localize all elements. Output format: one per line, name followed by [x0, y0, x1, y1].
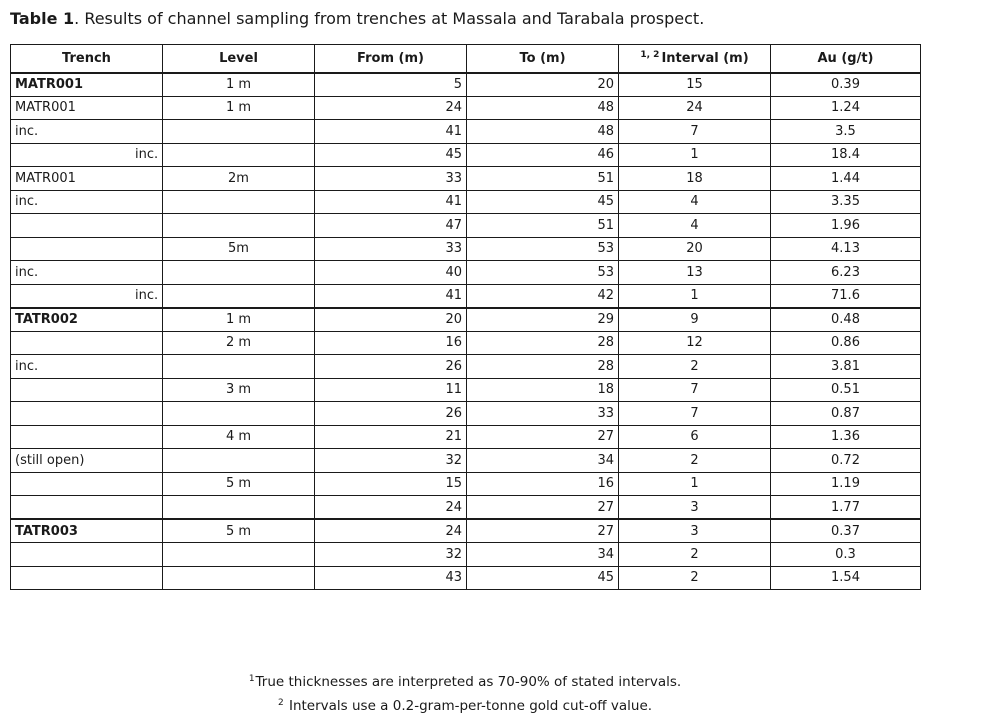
cell-au: 3.81 [771, 355, 921, 379]
cell-to: 28 [467, 355, 619, 379]
table-row [11, 472, 921, 496]
cell-trench [11, 284, 163, 308]
cell-to: 51 [467, 167, 619, 191]
cell-to: 46 [467, 143, 619, 167]
cell-au: 1.44 [771, 167, 921, 191]
cell-au: 0.3 [771, 543, 921, 567]
footnote-2 [0, 693, 930, 717]
cell-au: 1.19 [771, 472, 921, 496]
cell-trench [11, 73, 163, 97]
cell-interval: 20 [619, 237, 771, 261]
header-interval [619, 45, 771, 73]
cell-trench-text: MATR001 [15, 100, 76, 116]
cell-level [163, 449, 315, 473]
cell-trench [11, 472, 163, 496]
cell-to: 53 [467, 261, 619, 285]
cell-level: 1 m [163, 73, 315, 97]
cell-au: 4.13 [771, 237, 921, 261]
table-caption [10, 9, 704, 29]
cell-level [163, 261, 315, 285]
footnotes [0, 669, 930, 717]
cell-level [163, 120, 315, 144]
cell-from: 15 [315, 472, 467, 496]
table-row [11, 261, 921, 285]
cell-level [163, 355, 315, 379]
cell-au: 3.35 [771, 190, 921, 214]
cell-level: 1 m [163, 308, 315, 332]
cell-to: 33 [467, 402, 619, 426]
cell-interval: 7 [619, 402, 771, 426]
cell-interval: 24 [619, 96, 771, 120]
cell-from: 47 [315, 214, 467, 238]
table-header-row [11, 45, 921, 73]
cell-trench [11, 496, 163, 520]
cell-from: 32 [315, 449, 467, 473]
cell-from: 21 [315, 425, 467, 449]
cell-to: 48 [467, 96, 619, 120]
cell-trench [11, 308, 163, 332]
cell-trench [11, 449, 163, 473]
cell-to: 51 [467, 214, 619, 238]
cell-trench-text: (still open) [15, 452, 85, 468]
table-row [11, 167, 921, 191]
cell-au: 71.6 [771, 284, 921, 308]
cell-trench [11, 543, 163, 567]
cell-to: 34 [467, 449, 619, 473]
table-row [11, 237, 921, 261]
cell-level: 5 m [163, 519, 315, 543]
cell-trench-text: TATR002 [15, 312, 78, 327]
cell-trench [11, 237, 163, 261]
footnote-1-text: True thicknesses are interpreted as 70-90% of stated intervals. [255, 674, 682, 690]
cell-to: 45 [467, 190, 619, 214]
cell-from: 41 [315, 120, 467, 144]
table-row [11, 402, 921, 426]
cell-to: 53 [467, 237, 619, 261]
cell-interval: 1 [619, 472, 771, 496]
cell-interval: 7 [619, 378, 771, 402]
cell-trench-text: TATR003 [15, 523, 78, 539]
cell-trench-text: MATR001 [15, 170, 76, 186]
cell-trench-text: inc. [15, 194, 39, 210]
cell-au: 0.86 [771, 331, 921, 355]
table-row [11, 355, 921, 379]
cell-from: 24 [315, 519, 467, 543]
table-row [11, 120, 921, 144]
table-row [11, 496, 921, 520]
cell-au: 0.39 [771, 73, 921, 97]
cell-trench [11, 425, 163, 449]
cell-to: 45 [467, 566, 619, 590]
cell-au: 1.24 [771, 96, 921, 120]
cell-au: 1.77 [771, 496, 921, 520]
cell-au: 3.5 [771, 120, 921, 144]
cell-au: 0.72 [771, 449, 921, 473]
cell-level [163, 543, 315, 567]
results-table [10, 44, 921, 590]
cell-au: 18.4 [771, 143, 921, 167]
cell-level [163, 566, 315, 590]
cell-to: 48 [467, 120, 619, 144]
table-row [11, 284, 921, 308]
table-row [11, 425, 921, 449]
header-interval-footnote-marks: 1, 2 [640, 50, 660, 61]
cell-interval: 7 [619, 120, 771, 144]
cell-au: 0.48 [771, 308, 921, 332]
table-row [11, 143, 921, 167]
cell-trench [11, 120, 163, 144]
cell-level: 5 m [163, 472, 315, 496]
cell-from: 24 [315, 96, 467, 120]
cell-level [163, 190, 315, 214]
cell-trench-text: inc. [15, 123, 39, 139]
cell-from: 40 [315, 261, 467, 285]
cell-to: 27 [467, 496, 619, 520]
cell-trench [11, 214, 163, 238]
cell-from: 26 [315, 355, 467, 379]
cell-from: 41 [315, 190, 467, 214]
cell-to: 27 [467, 425, 619, 449]
cell-interval: 3 [619, 519, 771, 543]
cell-interval: 18 [619, 167, 771, 191]
cell-trench-text: inc. [135, 147, 159, 163]
cell-from: 5 [315, 73, 467, 97]
cell-from: 43 [315, 566, 467, 590]
cell-from: 16 [315, 331, 467, 355]
cell-interval: 13 [619, 261, 771, 285]
cell-to: 28 [467, 331, 619, 355]
cell-level [163, 402, 315, 426]
cell-level [163, 496, 315, 520]
header-to: To (m) [467, 45, 619, 73]
cell-level [163, 284, 315, 308]
table-row [11, 519, 921, 543]
cell-interval: 15 [619, 73, 771, 97]
cell-to: 27 [467, 519, 619, 543]
caption-text: . Results of channel sampling from trenches at Massala and Tarabala prospect. [74, 9, 705, 28]
cell-interval: 2 [619, 543, 771, 567]
cell-level: 1 m [163, 96, 315, 120]
cell-from: 11 [315, 378, 467, 402]
cell-level: 4 m [163, 425, 315, 449]
cell-au: 0.87 [771, 402, 921, 426]
cell-au: 0.51 [771, 378, 921, 402]
table-body [11, 73, 921, 590]
cell-trench [11, 566, 163, 590]
cell-interval: 2 [619, 566, 771, 590]
table-row [11, 96, 921, 120]
table-row [11, 214, 921, 238]
cell-level: 2 m [163, 331, 315, 355]
cell-au: 1.54 [771, 566, 921, 590]
cell-to: 29 [467, 308, 619, 332]
cell-to: 16 [467, 472, 619, 496]
cell-trench [11, 331, 163, 355]
cell-to: 18 [467, 378, 619, 402]
cell-trench-text: inc. [15, 264, 39, 280]
cell-interval: 1 [619, 284, 771, 308]
cell-level: 5m [163, 237, 315, 261]
cell-to: 34 [467, 543, 619, 567]
table-row [11, 543, 921, 567]
cell-from: 45 [315, 143, 467, 167]
cell-trench [11, 402, 163, 426]
cell-from: 24 [315, 496, 467, 520]
table-row [11, 331, 921, 355]
header-interval-label: Interval (m) [661, 51, 749, 67]
caption-label: Table 1 [10, 9, 75, 28]
cell-interval: 9 [619, 308, 771, 332]
header-from: From (m) [315, 45, 467, 73]
header-level: Level [163, 45, 315, 73]
cell-interval: 6 [619, 425, 771, 449]
table-row [11, 190, 921, 214]
cell-from: 26 [315, 402, 467, 426]
cell-au: 0.37 [771, 519, 921, 543]
cell-level [163, 214, 315, 238]
cell-from: 20 [315, 308, 467, 332]
header-au: Au (g/t) [771, 45, 921, 73]
cell-to: 20 [467, 73, 619, 97]
header-trench: Trench [11, 45, 163, 73]
cell-au: 1.96 [771, 214, 921, 238]
table-row [11, 566, 921, 590]
table-row [11, 378, 921, 402]
cell-trench [11, 190, 163, 214]
cell-trench-text: MATR001 [15, 77, 84, 92]
cell-au: 6.23 [771, 261, 921, 285]
cell-au: 1.36 [771, 425, 921, 449]
cell-trench [11, 96, 163, 120]
cell-interval: 2 [619, 449, 771, 473]
cell-trench [11, 167, 163, 191]
cell-to: 42 [467, 284, 619, 308]
cell-interval: 3 [619, 496, 771, 520]
table-row [11, 73, 921, 97]
cell-trench [11, 355, 163, 379]
cell-trench [11, 143, 163, 167]
cell-from: 32 [315, 543, 467, 567]
cell-interval: 4 [619, 214, 771, 238]
cell-level: 2m [163, 167, 315, 191]
cell-trench [11, 519, 163, 543]
cell-trench [11, 378, 163, 402]
cell-trench [11, 261, 163, 285]
cell-from: 41 [315, 284, 467, 308]
cell-from: 33 [315, 237, 467, 261]
cell-interval: 4 [619, 190, 771, 214]
table-row [11, 449, 921, 473]
cell-interval: 12 [619, 331, 771, 355]
cell-from: 33 [315, 167, 467, 191]
footnote-2-text: Intervals use a 0.2-gram-per-tonne gold cut-off value. [284, 698, 653, 714]
cell-level [163, 143, 315, 167]
cell-trench-text: inc. [135, 288, 159, 303]
cell-interval: 1 [619, 143, 771, 167]
cell-level: 3 m [163, 378, 315, 402]
footnote-1-mark: 1 [248, 674, 255, 684]
cell-trench-text: inc. [15, 358, 39, 374]
footnote-1 [0, 669, 930, 693]
footnote-2-mark: 2 [277, 698, 284, 708]
cell-interval: 2 [619, 355, 771, 379]
table-row [11, 308, 921, 332]
